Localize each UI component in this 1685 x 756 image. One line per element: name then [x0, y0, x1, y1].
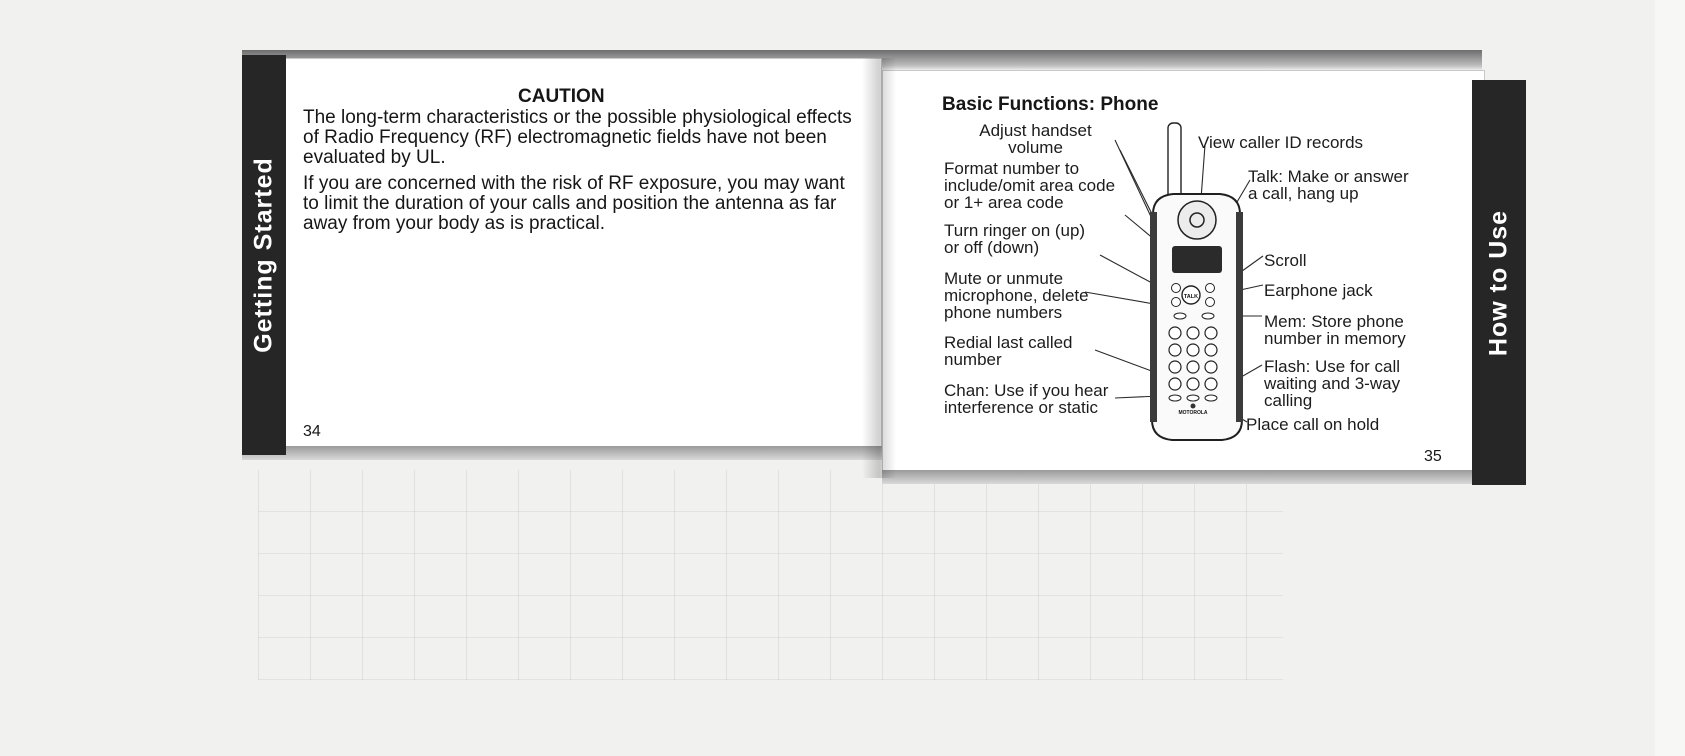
callout-hold: Place call on hold [1246, 415, 1380, 434]
callout-chan: Chan: Use if you hear interference or static [944, 381, 1109, 417]
how-to-use-tab-label: How to Use [1484, 209, 1513, 356]
callout-talk: Talk: Make or answer a call, hang up [1248, 167, 1409, 203]
callout-format-number: Format number to include/omit area code or 1+ area code [944, 159, 1116, 212]
talk-key-label: TALK [1183, 294, 1199, 300]
callout-ringer: Turn ringer on (up) or off (down) [944, 221, 1086, 257]
phone-brand-label: MOTOROLA [1178, 410, 1208, 416]
callout-view-caller-id: View caller ID records [1198, 133, 1364, 152]
caution-paragraph-1: The long-term characteristics or the possible physiological effects of Radio Frequency (RF) electromagnetic fields have not been evaluated by UL. [303, 107, 852, 168]
callout-redial: Redial last called number [944, 333, 1073, 369]
callout-adjust-volume: Adjust handset volume [979, 121, 1092, 157]
page-number-left: 34 [303, 423, 321, 440]
callout-earphone: Earphone jack [1264, 281, 1373, 300]
caution-paragraph-2: If you are concerned with the risk of RF exposure, you may want to limit the duration of your calls and position the antenna as far away from your body as is practical. [303, 173, 845, 234]
cordless-handset-icon [1150, 123, 1243, 440]
section-title: Basic Functions: Phone [942, 94, 1159, 115]
caution-heading: CAUTION [518, 86, 605, 107]
getting-started-tab-label: Getting Started [249, 157, 278, 353]
callout-flash: Flash: Use for call waiting and 3-way calling [1264, 357, 1401, 410]
callout-mute: Mute or unmute microphone, delete phone numbers [944, 269, 1089, 322]
page-number-right: 35 [1424, 448, 1442, 465]
callout-mem: Mem: Store phone number in memory [1264, 312, 1406, 348]
callout-scroll: Scroll [1264, 251, 1307, 270]
